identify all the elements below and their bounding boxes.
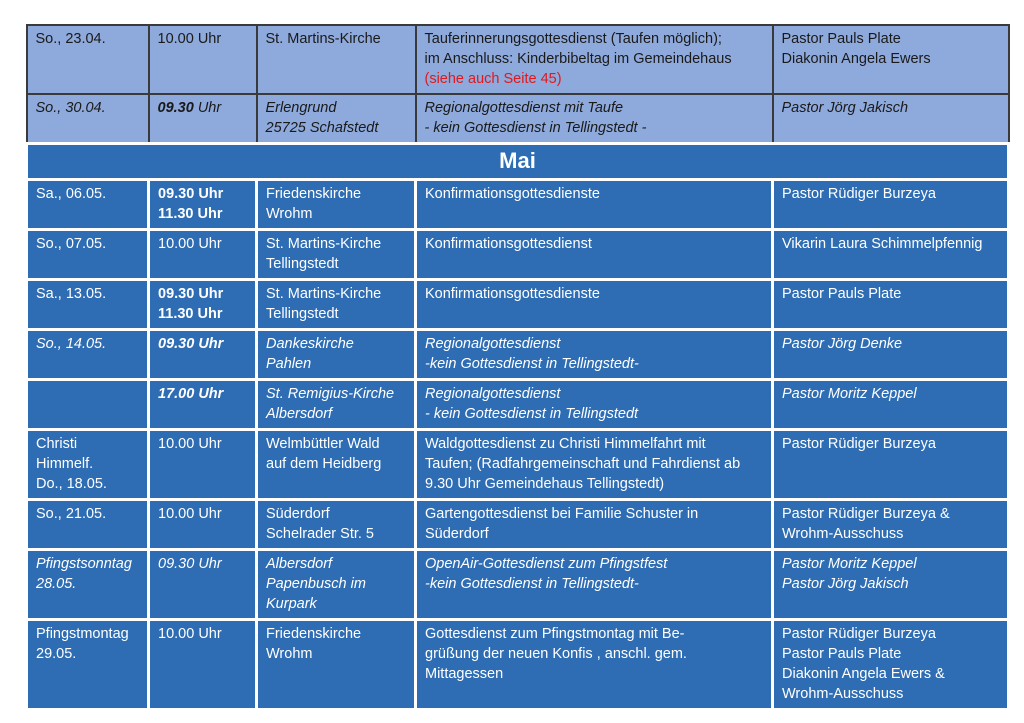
service-text: im Anschluss: Kinderbibeltag im Gemeindehaus bbox=[424, 51, 732, 67]
leader-text: Pastor Jörg Denke bbox=[782, 336, 903, 352]
service-text: Regionalgottesdienst bbox=[425, 386, 561, 402]
date-text: Sa., 06.05. bbox=[36, 186, 107, 202]
service-text: Gottesdienst zum Pfingstmontag mit Be- bbox=[425, 626, 685, 642]
date-cell bbox=[27, 25, 149, 94]
leader-text: Pastor Pauls Plate bbox=[782, 286, 902, 302]
place-text: Wrohm bbox=[266, 206, 313, 222]
service-schedule-table bbox=[25, 24, 1010, 711]
place-text: Tellingstedt bbox=[266, 256, 339, 272]
service-text: Süderdorf bbox=[425, 526, 489, 542]
leader-cell bbox=[773, 230, 1009, 280]
time-text: 09.30 Uhr bbox=[158, 556, 222, 572]
leader-text: Pastor Rüdiger Burzeya & bbox=[782, 506, 950, 522]
leader-text: Pastor Moritz Keppel bbox=[782, 386, 917, 402]
time-cell bbox=[149, 550, 257, 620]
table-row bbox=[27, 550, 1009, 620]
place-cell bbox=[257, 25, 416, 94]
place-text: Dankeskirche bbox=[266, 336, 354, 352]
place-text: St. Martins-Kirche bbox=[266, 286, 382, 302]
leader-cell bbox=[773, 180, 1009, 230]
place-text: Welmbüttler Wald bbox=[266, 436, 380, 452]
place-text: St. Martins-Kirche bbox=[265, 31, 381, 47]
service-text: Mittagessen bbox=[425, 666, 504, 682]
page-reference-note: (siehe auch Seite 45) bbox=[424, 71, 562, 87]
service-text: Konfirmationsgottesdienste bbox=[425, 186, 600, 202]
leader-text: Pastor Rüdiger Burzeya bbox=[782, 626, 936, 642]
time-cell bbox=[149, 230, 257, 280]
place-text: Albersdorf bbox=[266, 556, 333, 572]
table-row bbox=[27, 500, 1009, 550]
service-text: - kein Gottesdienst in Tellingstedt bbox=[425, 406, 639, 422]
place-text: auf dem Heidberg bbox=[266, 456, 382, 472]
table-row bbox=[27, 430, 1009, 500]
place-text: Süderdorf bbox=[266, 506, 330, 522]
table-row bbox=[27, 280, 1009, 330]
date-text: So., 14.05. bbox=[36, 336, 107, 352]
place-text: Tellingstedt bbox=[266, 306, 339, 322]
date-text: Himmelf. bbox=[36, 456, 94, 472]
service-text: OpenAir-Gottesdienst zum Pfingstfest bbox=[425, 556, 668, 572]
date-cell bbox=[27, 330, 149, 380]
service-cell bbox=[416, 500, 773, 550]
leader-text: Vikarin Laura Schimmelpfennig bbox=[782, 236, 983, 252]
leader-cell bbox=[773, 330, 1009, 380]
place-cell bbox=[257, 380, 416, 430]
place-cell bbox=[257, 280, 416, 330]
leader-cell bbox=[773, 380, 1009, 430]
leader-text: Pastor Rüdiger Burzeya bbox=[782, 436, 936, 452]
date-text: So., 21.05. bbox=[36, 506, 107, 522]
place-text: Albersdorf bbox=[266, 406, 333, 422]
service-text: -kein Gottesdienst in Tellingstedt- bbox=[425, 356, 639, 372]
table-row bbox=[27, 25, 1009, 94]
leader-text: Diakonin Angela Ewers bbox=[781, 51, 931, 67]
place-cell bbox=[257, 230, 416, 280]
leader-cell bbox=[773, 550, 1009, 620]
leader-text: Wrohm-Ausschuss bbox=[782, 686, 904, 702]
time-text: 10.00 Uhr bbox=[158, 506, 222, 522]
time-unit-text: Uhr bbox=[193, 100, 222, 116]
place-text: Schelrader Str. 5 bbox=[266, 526, 374, 542]
service-text: Regionalgottesdienst mit Taufe bbox=[424, 100, 624, 116]
date-cell bbox=[27, 94, 149, 144]
service-cell bbox=[416, 430, 773, 500]
date-text: So., 07.05. bbox=[36, 236, 107, 252]
time-text: 09.30 Uhr bbox=[158, 336, 224, 352]
service-cell bbox=[416, 280, 773, 330]
date-text: 29.05. bbox=[36, 646, 77, 662]
service-text: 9.30 Uhr Gemeindehaus Tellingstedt) bbox=[425, 476, 665, 492]
leader-text: Wrohm-Ausschuss bbox=[782, 526, 904, 542]
date-text: So., 30.04. bbox=[35, 100, 106, 116]
place-text: Pahlen bbox=[266, 356, 312, 372]
date-cell bbox=[27, 380, 149, 430]
date-text: So., 23.04. bbox=[35, 31, 106, 47]
place-text: St. Remigius-Kirche bbox=[266, 386, 395, 402]
date-cell bbox=[27, 620, 149, 710]
place-cell bbox=[257, 94, 416, 144]
leader-text: Pastor Pauls Plate bbox=[782, 646, 902, 662]
time-text: 10.00 Uhr bbox=[158, 236, 222, 252]
service-text: Konfirmationsgottesdienst bbox=[425, 236, 592, 252]
table-row bbox=[27, 380, 1009, 430]
place-cell bbox=[257, 180, 416, 230]
date-cell bbox=[27, 550, 149, 620]
place-text: Friedenskirche bbox=[266, 186, 362, 202]
service-cell bbox=[416, 550, 773, 620]
place-text: St. Martins-Kirche bbox=[266, 236, 382, 252]
leader-text: Pastor Jörg Jakisch bbox=[781, 100, 909, 116]
time-cell bbox=[149, 330, 257, 380]
time-cell bbox=[149, 94, 257, 144]
time-text: 17.00 Uhr bbox=[158, 386, 224, 402]
place-text: Kurpark bbox=[266, 596, 317, 612]
table-row bbox=[27, 230, 1009, 280]
leader-cell bbox=[773, 25, 1009, 94]
month-header bbox=[27, 144, 1009, 180]
time-text: 10.00 Uhr bbox=[158, 436, 222, 452]
service-cell bbox=[416, 330, 773, 380]
leader-text: Pastor Jörg Jakisch bbox=[782, 576, 909, 592]
service-cell bbox=[416, 380, 773, 430]
leader-text: Pastor Pauls Plate bbox=[781, 31, 901, 47]
time-text: 09.30 Uhr bbox=[158, 186, 224, 202]
table-row bbox=[27, 180, 1009, 230]
service-text: Regionalgottesdienst bbox=[425, 336, 561, 352]
time-text: 11.30 Uhr bbox=[158, 206, 223, 222]
leader-text: Pastor Moritz Keppel bbox=[782, 556, 917, 572]
service-text: Taufen; (Radfahrgemeinschaft und Fahrdienst ab bbox=[425, 456, 741, 472]
month-header-row bbox=[27, 144, 1009, 180]
time-text: 09.30 Uhr bbox=[158, 286, 224, 302]
table-row bbox=[27, 620, 1009, 710]
date-text: Pfingstsonntag bbox=[36, 556, 132, 572]
service-text: Konfirmationsgottesdienste bbox=[425, 286, 600, 302]
leader-text: Pastor Rüdiger Burzeya bbox=[782, 186, 936, 202]
time-cell bbox=[149, 380, 257, 430]
date-text: Christi bbox=[36, 436, 78, 452]
service-cell bbox=[416, 230, 773, 280]
time-cell bbox=[149, 430, 257, 500]
date-cell bbox=[27, 430, 149, 500]
place-cell bbox=[257, 550, 416, 620]
leader-cell bbox=[773, 500, 1009, 550]
month-title: Mai bbox=[499, 148, 536, 173]
leader-cell bbox=[773, 280, 1009, 330]
date-text: Do., 18.05. bbox=[36, 476, 107, 492]
service-cell bbox=[416, 620, 773, 710]
place-text: Papenbusch im bbox=[266, 576, 366, 592]
date-text: 28.05. bbox=[36, 576, 77, 592]
table-row bbox=[27, 330, 1009, 380]
date-text: Pfingstmontag bbox=[36, 626, 129, 642]
service-text: - kein Gottesdienst in Tellingstedt - bbox=[424, 120, 647, 136]
table-row bbox=[27, 94, 1009, 144]
service-text: grüßung der neuen Konfis , anschl. gem. bbox=[425, 646, 687, 662]
service-text: -kein Gottesdienst in Tellingstedt- bbox=[425, 576, 639, 592]
date-text: Sa., 13.05. bbox=[36, 286, 107, 302]
time-cell bbox=[149, 25, 257, 94]
place-cell bbox=[257, 330, 416, 380]
leader-cell bbox=[773, 430, 1009, 500]
place-cell bbox=[257, 430, 416, 500]
time-cell bbox=[149, 500, 257, 550]
place-text: 25725 Schafstedt bbox=[265, 120, 379, 136]
date-cell bbox=[27, 180, 149, 230]
service-cell bbox=[416, 94, 773, 144]
time-text: 10.00 Uhr bbox=[157, 31, 222, 47]
leader-cell bbox=[773, 94, 1009, 144]
time-bold-text: 09.30 bbox=[157, 100, 194, 116]
place-text: Wrohm bbox=[266, 646, 313, 662]
place-text: Friedenskirche bbox=[266, 626, 362, 642]
time-text: 11.30 Uhr bbox=[158, 306, 223, 322]
service-cell bbox=[416, 180, 773, 230]
time-cell bbox=[149, 620, 257, 710]
service-text: Tauferinnerungsgottesdienst (Taufen möglich); bbox=[424, 31, 722, 47]
service-text: Gartengottesdienst bei Familie Schuster in bbox=[425, 506, 699, 522]
time-cell bbox=[149, 280, 257, 330]
service-cell bbox=[416, 25, 773, 94]
time-cell bbox=[149, 180, 257, 230]
date-cell bbox=[27, 230, 149, 280]
place-text: Erlengrund bbox=[265, 100, 337, 116]
date-cell bbox=[27, 500, 149, 550]
time-text: 10.00 Uhr bbox=[158, 626, 222, 642]
place-cell bbox=[257, 620, 416, 710]
place-cell bbox=[257, 500, 416, 550]
leader-text: Diakonin Angela Ewers & bbox=[782, 666, 945, 682]
service-text: Waldgottesdienst zu Christi Himmelfahrt mit bbox=[425, 436, 706, 452]
leader-cell bbox=[773, 620, 1009, 710]
date-cell bbox=[27, 280, 149, 330]
